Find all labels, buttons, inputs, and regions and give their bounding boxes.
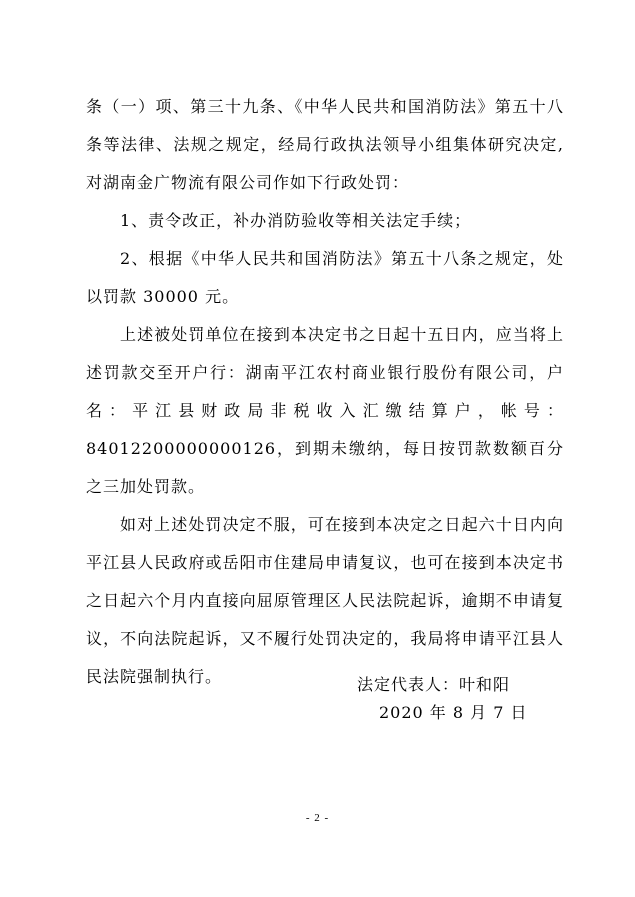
signature-date: 2020 年 8 月 7 日 bbox=[379, 703, 528, 722]
paragraph-penalty-item-2: 2、根据《中华人民共和国消防法》第五十八条之规定，处以罚款 30000 元。 bbox=[86, 249, 564, 306]
document-body bbox=[86, 88, 564, 696]
paragraph-payment-instructions: 上述被处罚单位在接到本决定书之日起十五日内，应当将上述罚款交至开户行：湖南平江农村商业银行股份有限公司，户名：平江县财政局非税收入汇缴结算户，帐号：84012200000000126，到期未缴纳，每日按罚款数额百分之三加处罚款。 bbox=[86, 325, 564, 496]
paragraph-appeal-rights: 如对上述处罚决定不服，可在接到本决定之日起六十日内向平江县人民政府或岳阳市住建局申请复议，也可在接到本决定书之日起六个月内直接向屈原管理区人民法院起诉，逾期不申请复议，不向法院起诉，又不履行处罚决定的，我局将申请平江县人民法院强制执行。 bbox=[86, 515, 564, 686]
legal-representative: 法定代表人：叶和阳 bbox=[357, 675, 511, 694]
paragraph-legal-basis: 条（一）项、第三十九条、《中华人民共和国消防法》第五十八条等法律、法规之规定，经局行政执法领导小组集体研究决定,对湖南金广物流有限公司作如下行政处罚： bbox=[86, 97, 564, 192]
paragraph-penalty-item-1: 1、责令改正，补办消防验收等相关法定手续； bbox=[120, 211, 472, 230]
page-number: - 2 - bbox=[305, 812, 330, 824]
